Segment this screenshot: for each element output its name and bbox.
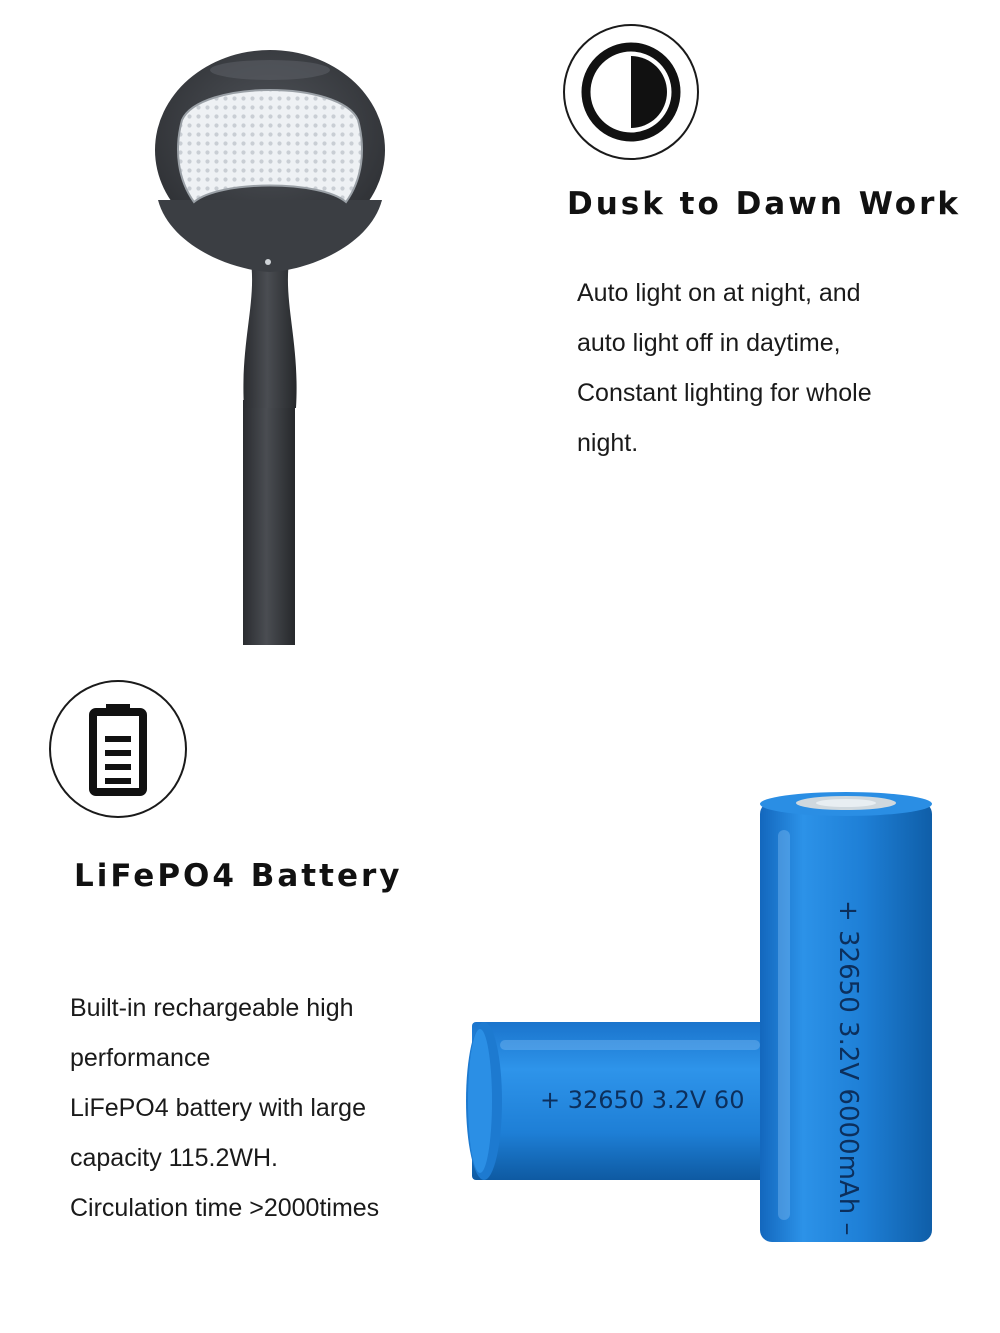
description-line: Circulation time >2000times <box>70 1194 380 1222</box>
lying-battery-label: + 32650 3.2V 60 <box>540 1086 745 1114</box>
half-moon-contrast-icon <box>565 26 697 158</box>
upright-battery-label: + 32650 3.2V 6000mAh – <box>833 900 863 1236</box>
battery-icon-circle <box>49 680 187 818</box>
dusk-to-dawn-title: Dusk to Dawn Work <box>567 186 962 222</box>
battery-description <box>70 983 379 1233</box>
lifepo4-battery-title: LiFePO4 Battery <box>74 858 403 894</box>
description-line: capacity 115.2WH. <box>70 1144 278 1172</box>
upright-battery-cell <box>760 792 932 1242</box>
description-line: Auto light on at night, and <box>577 279 861 307</box>
description-line: LiFePO4 battery with large <box>70 1094 366 1122</box>
battery-icon <box>51 682 185 816</box>
dusk-to-dawn-description <box>577 268 872 468</box>
battery-cells-image <box>460 790 940 1250</box>
dusk-dawn-icon-circle <box>563 24 699 160</box>
description-line: performance <box>70 1044 211 1072</box>
description-line: night. <box>577 429 639 457</box>
street-lamp-image <box>140 40 410 645</box>
description-line: Built-in rechargeable high <box>70 994 354 1022</box>
lying-battery-cell <box>466 1022 772 1180</box>
description-line: Constant lighting for whole <box>577 379 872 407</box>
description-line: auto light off in daytime, <box>577 329 841 357</box>
